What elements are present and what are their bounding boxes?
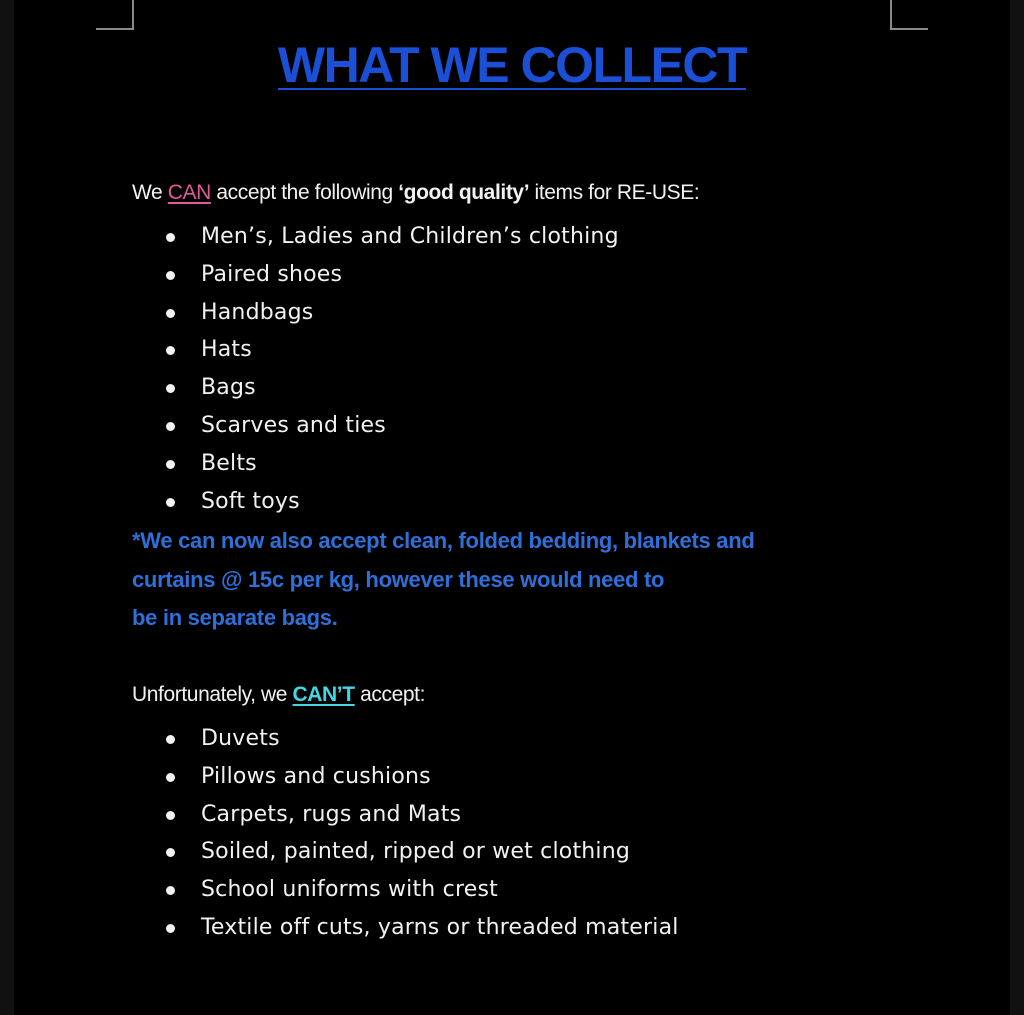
cant-keyword: CAN’T	[292, 683, 355, 706]
can-intro-suffix: items for RE-USE:	[529, 181, 700, 204]
list-item-label: Soft toys	[201, 488, 300, 514]
list-item-label: Belts	[201, 450, 257, 476]
list-item-label: Men’s, Ladies and Children’s clothing	[201, 224, 619, 249]
bullet-icon	[166, 384, 175, 393]
list-item	[160, 913, 679, 951]
list-item	[160, 875, 679, 913]
list-item	[160, 762, 679, 800]
bullet-icon	[166, 886, 175, 895]
bullet-icon	[166, 924, 175, 933]
accepted-items-list	[160, 222, 619, 524]
list-item	[160, 411, 619, 449]
bedding-note	[132, 522, 852, 638]
list-item	[160, 800, 679, 838]
list-item	[160, 222, 619, 260]
bullet-icon	[166, 422, 175, 431]
bullet-icon	[166, 460, 175, 469]
cant-accept-intro	[132, 683, 425, 707]
list-item	[160, 487, 619, 525]
list-item	[160, 298, 619, 336]
good-quality-text: ‘good quality’	[398, 181, 530, 204]
rejected-items-list	[160, 724, 679, 951]
cant-intro-suffix: accept:	[354, 683, 426, 706]
list-item-label: Pillows and cushions	[201, 763, 431, 789]
list-item-label: Carpets, rugs and Mats	[201, 801, 462, 827]
list-item-label: Duvets	[201, 726, 280, 751]
right-margin-shade	[1010, 0, 1024, 1015]
note-line: curtains @ 15c per kg, however these would need to	[132, 566, 665, 592]
top-right-crop-mark	[890, 0, 928, 30]
bullet-icon	[166, 848, 175, 857]
bullet-icon	[166, 309, 175, 318]
cant-intro-prefix: Unfortunately, we	[132, 683, 293, 706]
can-accept-intro	[132, 181, 699, 205]
can-keyword: CAN	[167, 181, 211, 204]
list-item-label: Paired shoes	[201, 261, 343, 287]
list-item	[160, 724, 679, 762]
bullet-icon	[166, 735, 175, 744]
note-line: *We can now also accept clean, folded bedding, blankets and	[132, 528, 755, 553]
bullet-icon	[166, 811, 175, 820]
page-title-text: WHAT WE COLLECT	[277, 37, 747, 93]
list-item	[160, 260, 619, 298]
note-line: be in separate bags.	[132, 605, 338, 630]
list-item	[160, 837, 679, 875]
bullet-icon	[166, 346, 175, 355]
list-item-label: Handbags	[201, 299, 314, 325]
list-item	[160, 373, 619, 411]
list-item-label: Scarves and ties	[201, 412, 386, 438]
page-title	[0, 36, 1024, 94]
list-item-label: School uniforms with crest	[201, 877, 498, 903]
bullet-icon	[166, 773, 175, 782]
list-item-label: Soiled, painted, ripped or wet clothing	[201, 839, 631, 865]
can-intro-prefix: We	[132, 181, 168, 204]
list-item	[160, 449, 619, 487]
bullet-icon	[166, 498, 175, 507]
bullet-icon	[166, 271, 175, 280]
can-intro-middle: accept the following	[210, 181, 399, 204]
list-item	[160, 335, 619, 373]
top-left-crop-mark	[96, 0, 134, 30]
list-item-label: Textile off cuts, yarns or threaded material	[201, 914, 679, 940]
list-item-label: Bags	[201, 375, 256, 401]
list-item-label: Hats	[201, 337, 252, 363]
bullet-icon	[166, 233, 175, 242]
left-margin-shade	[0, 0, 14, 1015]
